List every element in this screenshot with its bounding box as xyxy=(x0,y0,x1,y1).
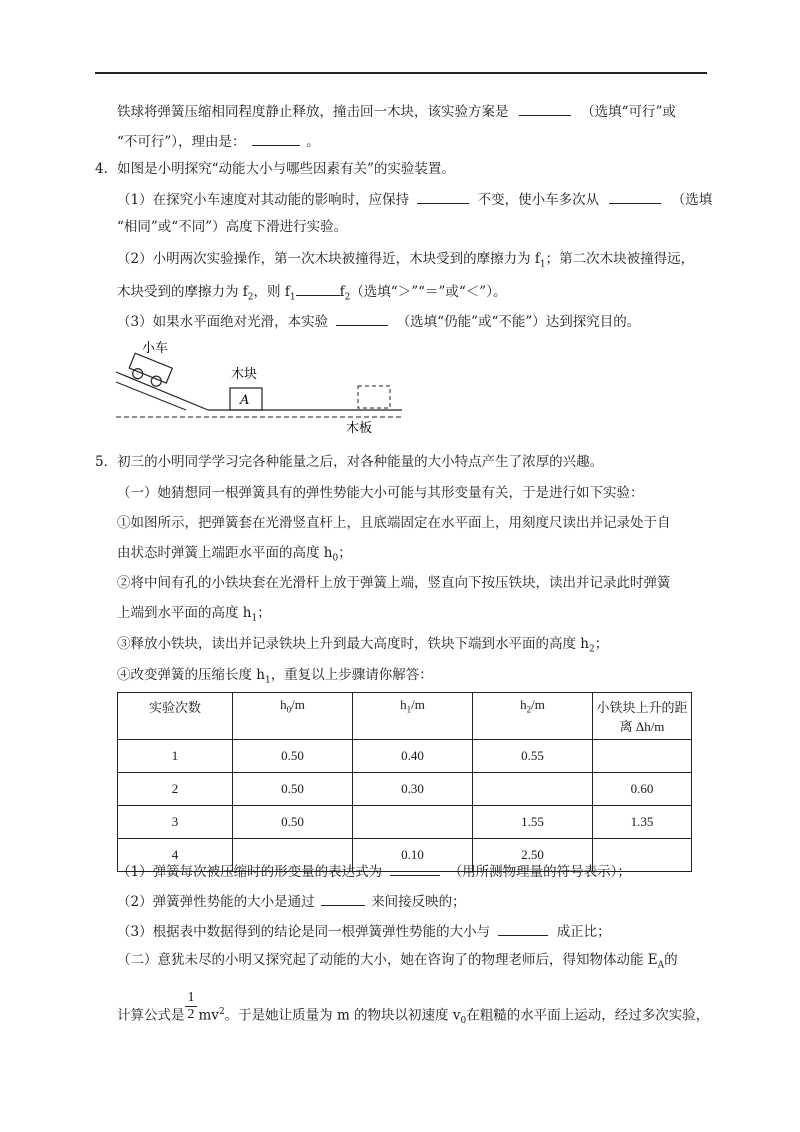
text: （3）如果水平面绝对光滑，本实验 xyxy=(117,314,329,330)
text: ，则 f xyxy=(253,284,290,300)
header-trial: 实验次数 xyxy=(118,693,233,740)
cell[interactable] xyxy=(593,740,692,773)
text: （二）意犹未尽的小明又探究起了动能的大小，她在咨询了的物理老师后，得知物体动能 E xyxy=(117,952,658,968)
text: 。 xyxy=(306,134,320,150)
cart-label: 小车 xyxy=(142,341,169,356)
q5-step3 xyxy=(117,635,608,659)
cell: 0.50 xyxy=(233,740,353,773)
text: ；第二次木块被撞得远， xyxy=(545,251,695,267)
text: f xyxy=(339,284,345,300)
text: ③释放小铁块，读出并记录铁块上升到最大高度时，铁块下端到水平面的高度 h xyxy=(117,636,589,652)
subscript: 1 xyxy=(539,259,546,270)
line-1 xyxy=(117,101,676,121)
q5-step4 xyxy=(117,666,433,690)
q5-a1 xyxy=(117,861,631,881)
board-label: 木板 xyxy=(346,421,373,436)
text: 由状态时弹簧上端距水平面的高度 h xyxy=(117,545,333,561)
text: “不可行”），理由是： xyxy=(117,134,246,150)
cell: 1.55 xyxy=(473,806,593,839)
experiment-figure xyxy=(110,338,410,438)
header-h1: $h_1/m$ xyxy=(353,693,473,740)
answer-blank[interactable] xyxy=(519,101,571,116)
answer-blank[interactable] xyxy=(609,189,661,204)
cell: 2 xyxy=(118,773,233,806)
cell: 0.55 xyxy=(473,740,593,773)
cell: 0.50 xyxy=(233,806,353,839)
block-letter: A xyxy=(240,393,250,408)
q5-step2: ②将中间有孔的小铁块套在光滑杆上放于弹簧上端，竖直向下按压铁块，读出并记录此时弹簧 xyxy=(117,575,671,591)
q4-p2-cont xyxy=(117,281,506,307)
text: mv xyxy=(198,1007,219,1024)
subscript: 2 xyxy=(344,292,351,303)
text: 的 xyxy=(664,952,678,968)
text: （2）小明两次实验操作，第一次木块被撞得近，木块受到的摩擦力为 f xyxy=(117,251,540,267)
table-header-row xyxy=(118,693,692,740)
answer-blank[interactable] xyxy=(417,189,469,204)
text: 上端到水平面的高度 h xyxy=(117,605,252,621)
answer-blank[interactable] xyxy=(252,131,300,146)
cell: 1 xyxy=(118,740,233,773)
subscript: 0 xyxy=(460,1016,467,1027)
q5-step2-cont xyxy=(117,604,271,628)
q5-part2-cont xyxy=(117,1003,709,1030)
text: （1）弹簧每次被压缩时的形变量的表达式为 xyxy=(117,864,383,880)
cell: 4 xyxy=(118,839,233,872)
fraction-denominator: 2 xyxy=(185,1006,197,1023)
block-moved-dashed xyxy=(358,386,390,408)
text: （1）在探究小车速度对其动能的影响时，应保持 xyxy=(117,192,410,208)
header-h2: $h_2/m$ xyxy=(473,693,593,740)
table-row xyxy=(118,773,692,806)
cell[interactable] xyxy=(473,773,593,806)
cell: 0.10 xyxy=(353,839,473,872)
q5-title: 5．初三的小明同学学习完各种能量之后，对各种能量的大小特点产生了浓厚的兴趣。 xyxy=(95,454,604,470)
text: 在粗糙的水平面上运动，经过多次实验， xyxy=(466,1007,710,1024)
q4-p3 xyxy=(117,311,640,331)
text: 不变，使小车多次从 xyxy=(477,192,600,208)
superscript: 2 xyxy=(218,1007,225,1017)
text: 成正比； xyxy=(556,924,611,940)
cell: 0.40 xyxy=(353,740,473,773)
cell: 3 xyxy=(118,806,233,839)
q5-step1-cont xyxy=(117,544,352,568)
q5-a2 xyxy=(117,891,466,911)
q5-part2 xyxy=(117,951,678,975)
subscript: 1 xyxy=(265,675,271,686)
subscript: 2 xyxy=(589,644,595,655)
subscript: 2 xyxy=(247,292,254,303)
q4-p1 xyxy=(117,189,712,209)
answer-blank[interactable] xyxy=(321,891,365,906)
text: 铁球将弹簧压缩相同程度静止释放，撞击回一木块，该实验方案是 xyxy=(117,104,509,120)
fraction-numerator: 1 xyxy=(187,990,195,1005)
answer-blank[interactable] xyxy=(296,281,340,296)
cart-icon xyxy=(127,353,173,389)
text: （选填“可行”或 xyxy=(581,104,676,120)
subscript: 0 xyxy=(332,553,339,564)
cell: 0.50 xyxy=(233,773,353,806)
answer-blank[interactable] xyxy=(336,311,388,326)
text: ； xyxy=(338,545,352,561)
text: ； xyxy=(594,636,609,652)
answer-blank[interactable] xyxy=(390,861,440,876)
header-h0: $h_0/m$ xyxy=(233,693,353,740)
header-delta-h: 小铁块上升的距 离 Δh/m xyxy=(593,693,692,740)
text: （2）弹簧弹性势能的大小是通过 xyxy=(117,894,315,910)
text: 计算公式是 xyxy=(117,1007,185,1024)
text: （3）根据表中数据得到的结论是同一根弹簧弹性势能的大小与 xyxy=(117,924,491,940)
text: （选填“仍能”或“不能”）达到探究目的。 xyxy=(396,314,641,330)
q4-title: 4．如图是小明探究“动能大小与哪些因素有关”的实验装置。 xyxy=(95,161,455,177)
text: ④改变弹簧的压缩长度 h xyxy=(117,667,265,683)
fraction-one-half xyxy=(185,990,197,1023)
block-label: 木块 xyxy=(231,367,258,382)
text: 木块受到的摩擦力为 f xyxy=(117,284,248,300)
text: 来间接反映的； xyxy=(371,894,466,910)
cell: 0.60 xyxy=(593,773,692,806)
subscript: A xyxy=(657,960,665,971)
q5-a3 xyxy=(117,921,611,941)
answer-blank[interactable] xyxy=(498,921,548,936)
text: （用所测物理量的符号表示）； xyxy=(448,864,631,880)
q4-p2 xyxy=(117,250,694,274)
header-rule xyxy=(95,72,707,74)
table-row xyxy=(118,806,692,839)
table-row xyxy=(118,740,692,773)
text: （选填“＞”“＝”或“＜”）。 xyxy=(350,284,507,300)
q4-p1-cont: “相同”或“不同”）高度下滑进行实验。 xyxy=(117,219,348,235)
q5-intro: （一）她猜想同一根弹簧具有的弹性势能大小可能与其形变量有关，于是进行如下实验： xyxy=(117,485,644,501)
subscript: 1 xyxy=(251,613,258,624)
cell[interactable] xyxy=(353,806,473,839)
cell: 1.35 xyxy=(593,806,692,839)
text: 。于是她让质量为 m 的物块以初速度 v xyxy=(224,1007,461,1024)
line-2 xyxy=(117,131,320,151)
text: （选填 xyxy=(671,192,713,208)
text: ，重复以上步骤请你解答： xyxy=(270,667,433,683)
subscript: 1 xyxy=(289,292,296,303)
text: ； xyxy=(257,605,271,621)
q5-step1: ①如图所示，把弹簧套在光滑竖直杆上，且底端固定在水平面上，用刻度尺读出并记录处于自 xyxy=(117,515,671,531)
data-table xyxy=(117,692,692,872)
cell: 0.30 xyxy=(353,773,473,806)
ramp-top xyxy=(116,372,208,410)
cell: 2.50 xyxy=(473,839,593,872)
